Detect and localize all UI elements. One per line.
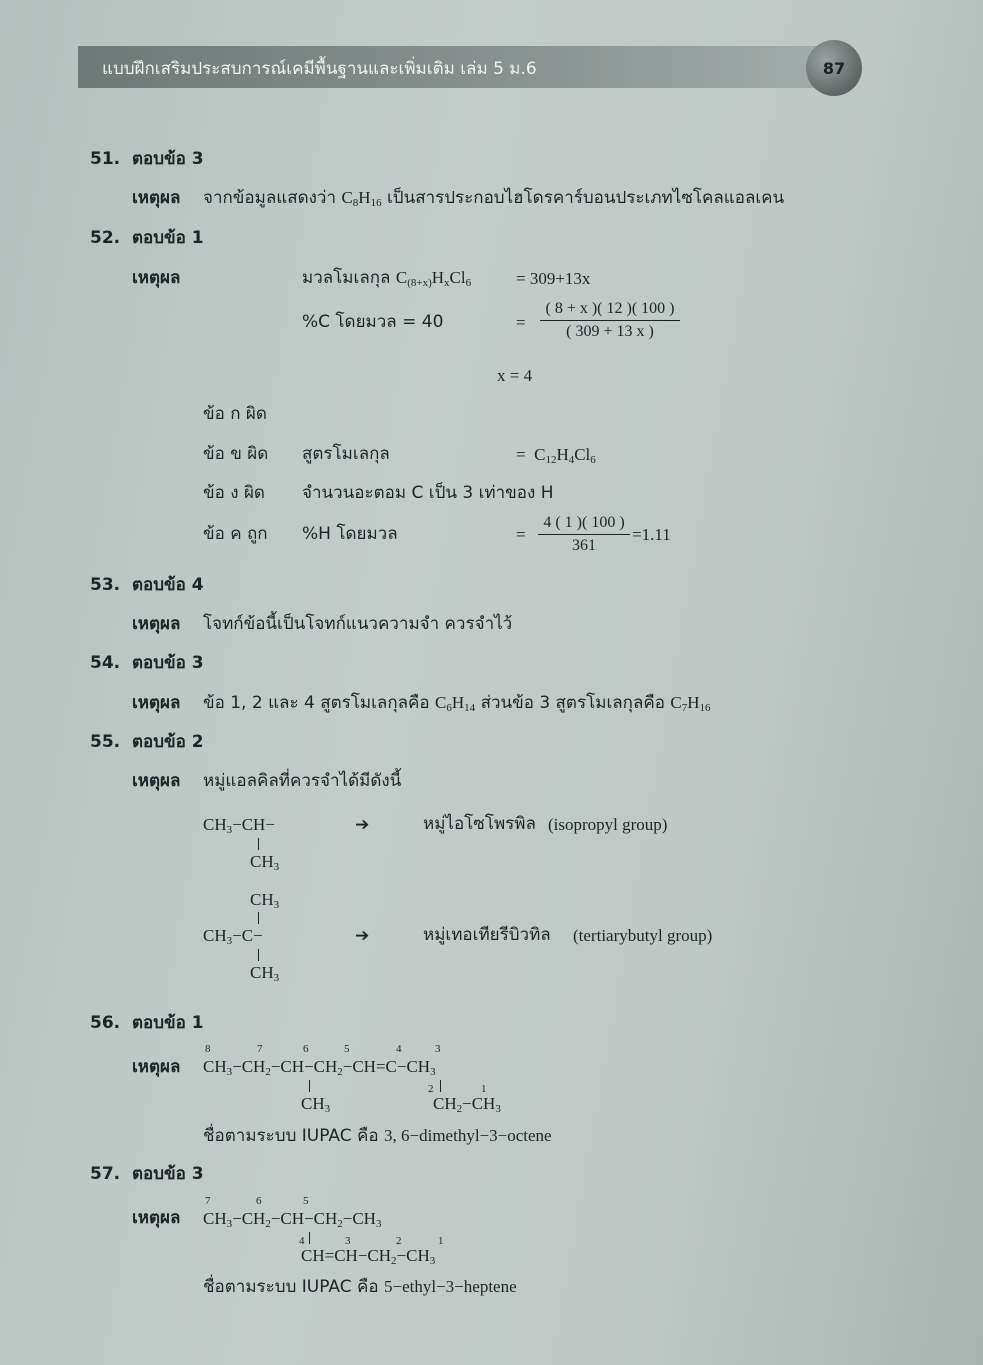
q52-eq2: = (516, 525, 526, 544)
q52-frac2-numerator: 4 ( 1 )( 100 ) (543, 514, 625, 531)
q52-frac-denominator: ( 309 + 13 x ) (566, 323, 654, 340)
q52-choice-c: ข้อ ค ถูก (203, 524, 268, 544)
tertbutyl-thai-name: หมู่เทอเทียรีบิวทิล (423, 925, 551, 945)
isopropyl-structure: $CH_3-CH-$ (203, 815, 275, 836)
q56-iupac: ชื่อตามระบบ IUPAC คือ 3, 6−dimethyl−3−octene (203, 1126, 552, 1146)
q57-branch-chain: $CH=CH-CH_2-CH_3$ (301, 1246, 436, 1267)
q52-fraction (540, 300, 680, 341)
book-title: แบบฝึกเสริมประสบการณ์เคมีพื้นฐานและเพิ่มเติม เล่ม 5 ม.6 (102, 59, 537, 79)
q56-answer: ตอบข้อ 1 (132, 1013, 204, 1033)
q56-bond-3 (440, 1080, 441, 1092)
tertbutyl-en-name: (tertiarybutyl group) (573, 926, 713, 945)
q51-reason-label: เหตุผล (132, 188, 181, 208)
tertbutyl-top-branch: $CH_3$ (250, 890, 280, 911)
q52-number: 52. (90, 228, 121, 248)
q56-methyl-branch: $CH_3$ (301, 1094, 331, 1115)
q52-fraction2 (538, 514, 630, 555)
tertbutyl-bond-bottom (258, 949, 259, 961)
q53-answer: ตอบข้อ 4 (132, 575, 204, 595)
q57-reason-label: เหตุผล (132, 1208, 181, 1228)
q52-reason-label: เหตุผล (132, 268, 181, 288)
q57-number: 57. (90, 1164, 121, 1184)
q51-reason: จากข้อมูลแสดงว่า $C_8H_{16}$ เป็นสารประกอบไฮโดรคาร์บอนประเภทไซโคลแอลเคน (203, 188, 785, 209)
q57-answer: ตอบข้อ 3 (132, 1164, 204, 1184)
q51-number: 51. (90, 149, 121, 169)
q52-choice-b-rhs: = $C_{12}H_4Cl_6$ (516, 445, 596, 466)
header-bar (78, 46, 838, 88)
q51-answer: ตอบข้อ 3 (132, 149, 204, 169)
q57-iupac: ชื่อตามระบบ IUPAC คือ 5−ethyl−3−heptene (203, 1277, 517, 1297)
q53-number: 53. (90, 575, 121, 595)
q55-reason-label: เหตุผล (132, 771, 181, 791)
q52-choice-d: ข้อ ง ผิด (203, 483, 265, 503)
q51-formula: $C_8H_{16}$ (341, 188, 382, 209)
q56-number: 56. (90, 1013, 121, 1033)
q54-number: 54. (90, 653, 121, 673)
q52-answer: ตอบข้อ 1 (132, 228, 204, 248)
q52-frac2-result: =1.11 (632, 525, 671, 544)
isopropyl-bond (258, 838, 259, 850)
q52-choice-a: ข้อ ก ผิด (203, 404, 267, 424)
q52-eq: = (516, 313, 526, 332)
q52-frac-numerator: ( 8 + x )( 12 )( 100 ) (545, 300, 675, 317)
q55-reason: หมู่แอลคิลที่ควรจำได้มีดังนี้ (203, 771, 402, 791)
q52-frac2-denominator: 361 (572, 537, 596, 554)
q52-x-result: x = 4 (497, 366, 533, 385)
q53-reason: โจทก์ข้อนี้เป็นโจทก์แนวความจำ ควรจำไว้ (203, 614, 513, 634)
isopropyl-en-name: (isopropyl group) (548, 815, 668, 834)
q56-num-1: 1 (481, 1083, 487, 1095)
q52-mass-row: มวลโมเลกุล $C_{(8+x)}H_xCl_6$ (302, 268, 472, 289)
q52-mass-rhs: = 309+13x (516, 269, 591, 288)
q52-choice-b-text: สูตรโมเลกุล (302, 444, 390, 464)
q56-ethyl-branch: $CH_2-CH_3$ (433, 1094, 501, 1115)
q54-reason-label: เหตุผล (132, 693, 181, 713)
q54-reason: ข้อ 1, 2 และ 4 สูตรโมเลกุลคือ $C_6H_{14}$ ส่วนข้อ 3 สูตรโมเลกุลคือ $C_7H_{16}$ (203, 693, 711, 714)
isopropyl-branch: $CH_3$ (250, 852, 280, 873)
q56-reason-label: เหตุผล (132, 1057, 181, 1077)
q52-choice-d-text: จำนวนอะตอม C เป็น 3 เท่าของ H (302, 483, 554, 503)
isopropyl-arrow: ➔ (355, 815, 370, 835)
q57-bond-5 (309, 1232, 310, 1244)
page-number-badge: 87 (806, 40, 862, 96)
tertbutyl-bond-top (258, 912, 259, 924)
q56-main-chain: $CH_3-CH_2-CH-CH_2-CH=C-CH_3$ (203, 1057, 436, 1078)
q52-choice-b: ข้อ ข ผิด (203, 444, 269, 464)
q52-choice-c-text: %H โดยมวล (302, 524, 398, 544)
q53-reason-label: เหตุผล (132, 614, 181, 634)
tertbutyl-arrow: ➔ (355, 926, 370, 946)
q56-num-2: 2 (428, 1083, 434, 1095)
q52-pc-label: %C โดยมวล = 40 (302, 312, 444, 332)
q57-main-chain: $CH_3-CH_2-CH-CH_2-CH_3$ (203, 1209, 382, 1230)
tertbutyl-bottom-branch: $CH_3$ (250, 963, 280, 984)
q55-answer: ตอบข้อ 2 (132, 732, 204, 752)
q54-answer: ตอบข้อ 3 (132, 653, 204, 673)
tertbutyl-structure: $CH_3-C-$ (203, 926, 263, 947)
isopropyl-thai-name: หมู่ไอโซโพรพิล (423, 814, 536, 834)
q55-number: 55. (90, 732, 121, 752)
q56-bond-6 (309, 1080, 310, 1092)
